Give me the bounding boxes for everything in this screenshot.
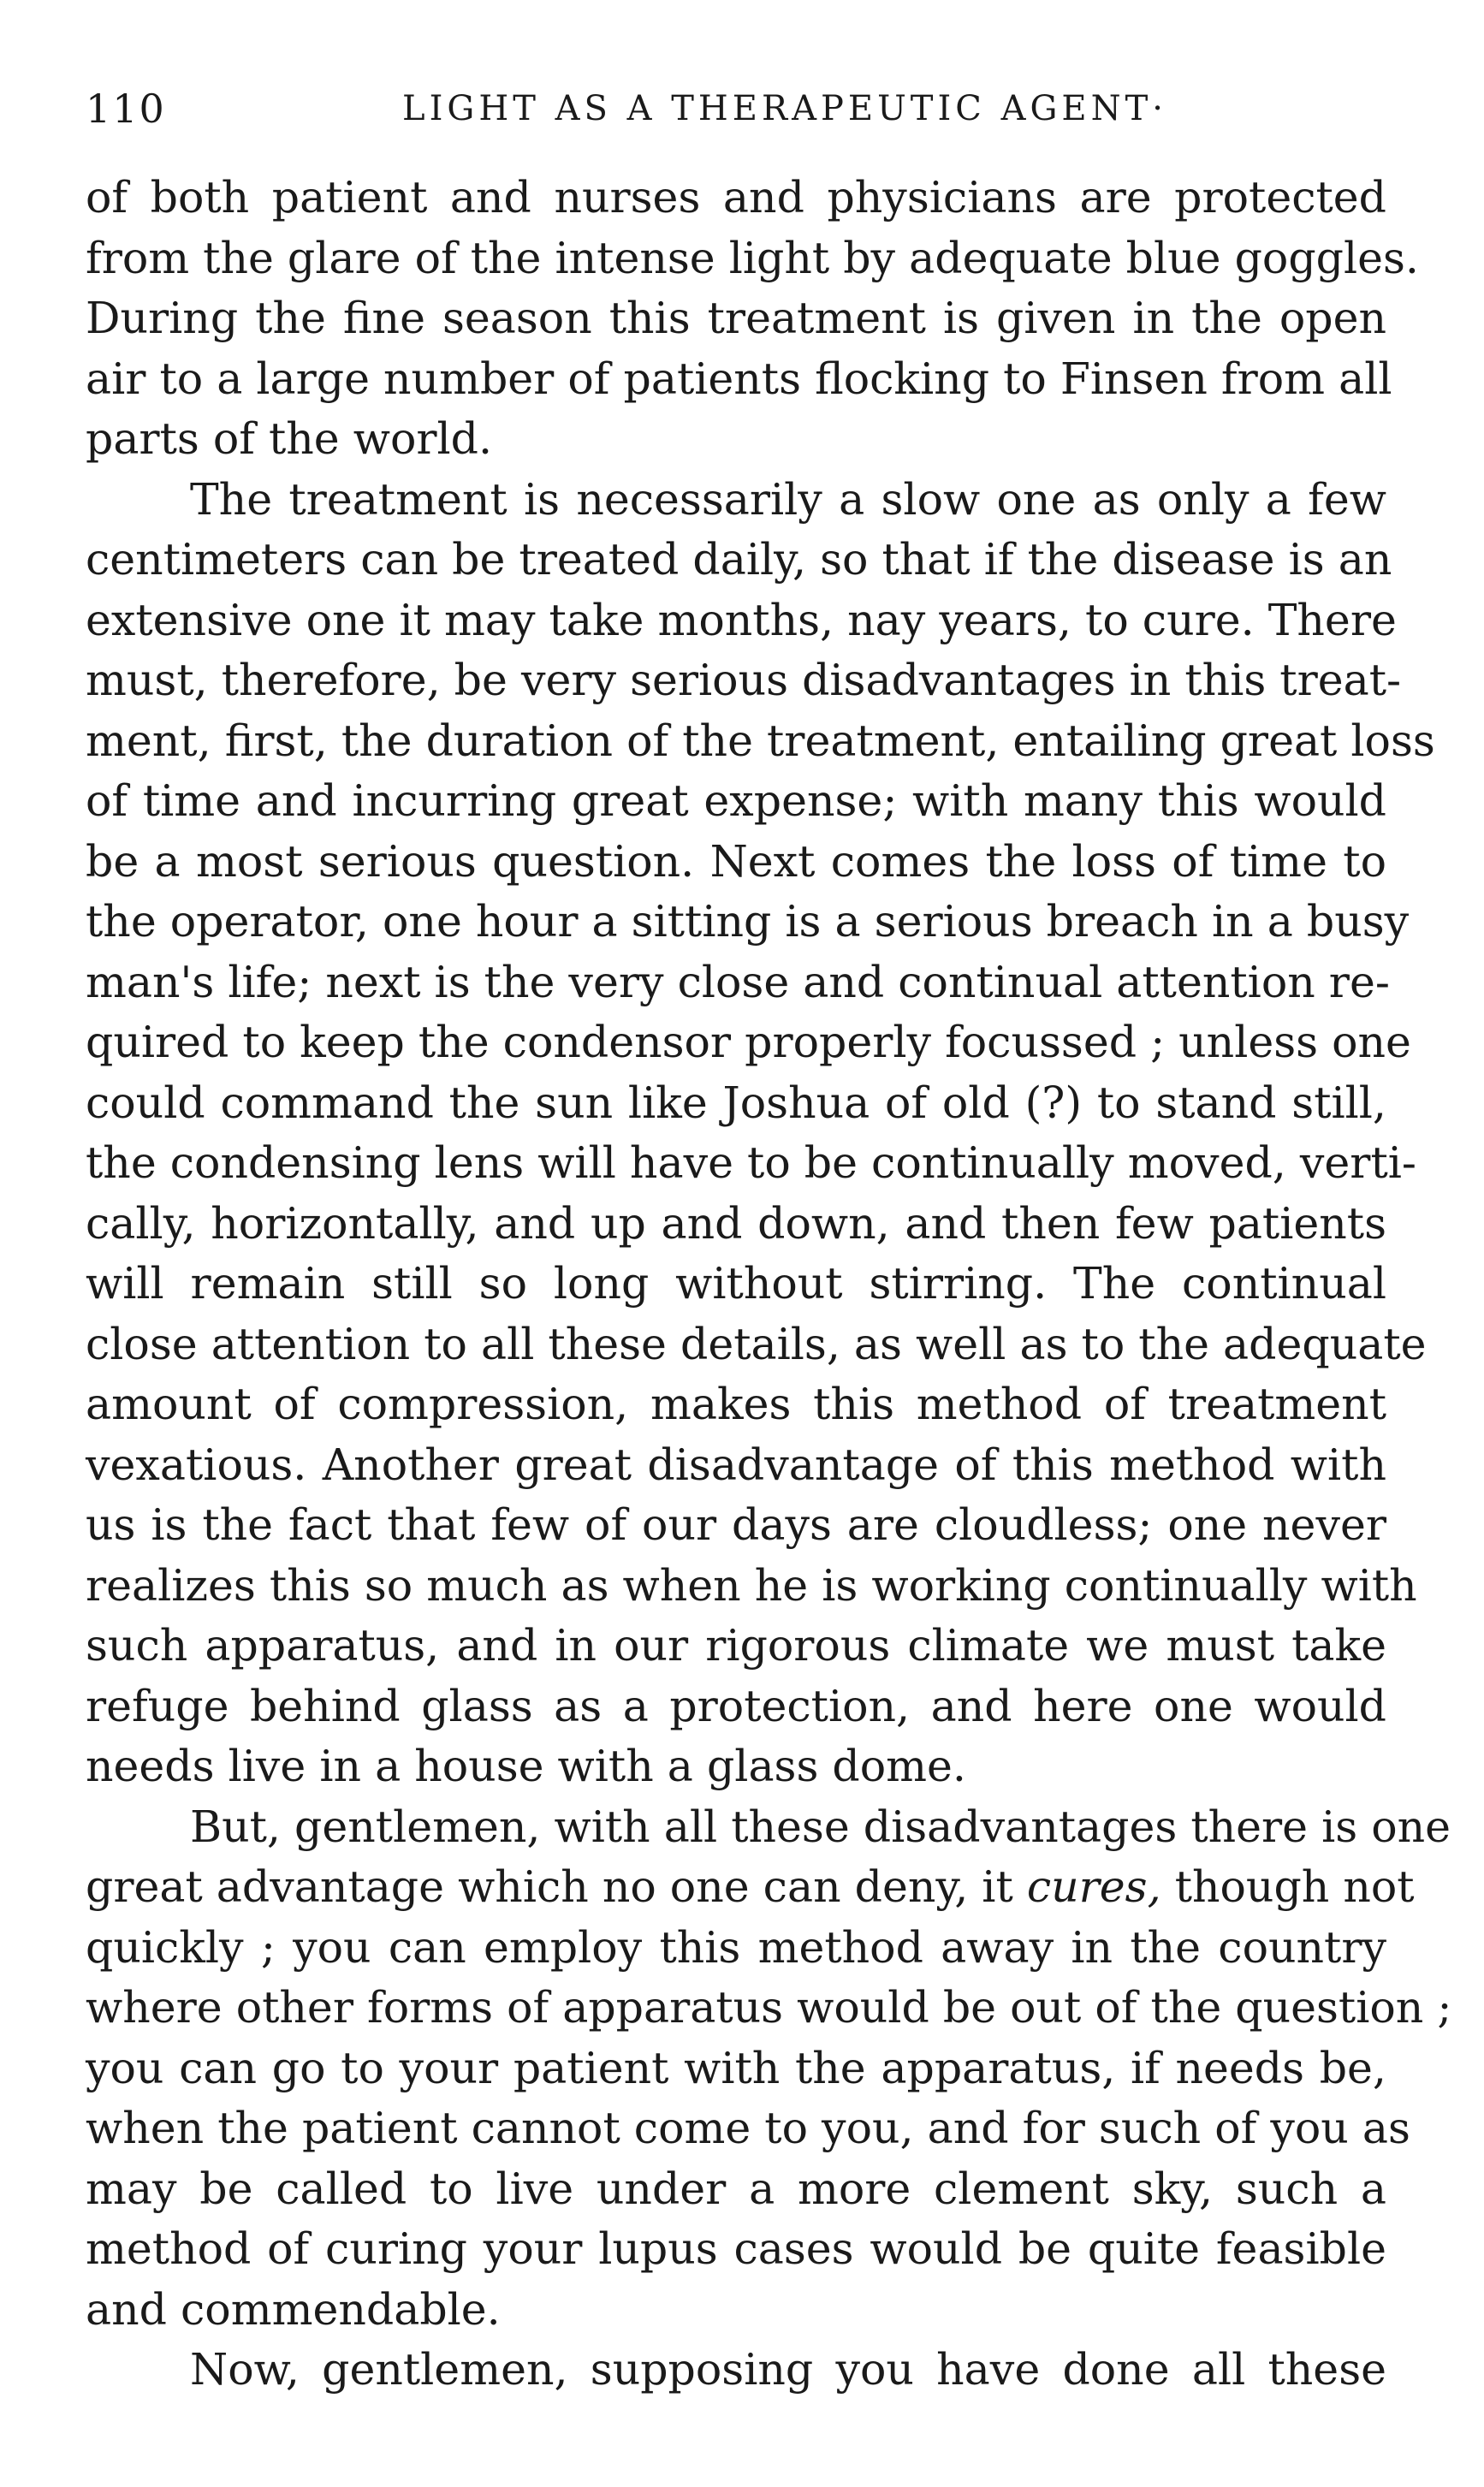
page-header — [86, 86, 1395, 137]
text-line: could command the sun like Joshua of old (?) to stand still, — [86, 1077, 1386, 1128]
text-line: will remain still so long without stirring. The continual — [86, 1258, 1386, 1309]
text-line: where other forms of apparatus would be out of the question ; — [86, 1982, 1452, 2033]
body-text — [86, 168, 1452, 2401]
text-line: extensive one it may take months, nay years, to cure. There — [86, 594, 1397, 645]
text-line: The treatment is necessarily a slow one as only a few — [190, 473, 1386, 525]
text-line: vexatious. Another great disadvantage of this method with — [86, 1439, 1386, 1490]
text-line: quickly ; you can employ this method away in the country — [86, 1921, 1386, 1973]
text-run: though not — [1174, 1861, 1415, 1912]
text-line: may be called to live under a more clement sky, such a — [86, 2163, 1386, 2214]
text-line: needs live in a house with a glass dome. — [86, 1741, 966, 1791]
text-line: the operator, one hour a sitting is a serious breach in a busy — [86, 896, 1410, 947]
text-line: of both patient and nurses and physicians are protected — [86, 172, 1386, 223]
page-number: 110 — [86, 86, 166, 132]
text-line: method of curing your lupus cases would be quite feasible — [86, 2223, 1386, 2274]
text-line: But, gentlemen, with all these disadvantages there is one — [190, 1801, 1451, 1852]
text-line: the condensing lens will have to be continually moved, verti- — [86, 1137, 1416, 1188]
text-line: be a most serious question. Next comes the loss of time to — [86, 835, 1386, 887]
text-line: amount of compression, makes this method of treatment — [86, 1379, 1386, 1429]
text-line: close attention to all these details, as well as to the adequate — [86, 1318, 1427, 1369]
text-line: realizes this so much as when he is working continually with — [86, 1559, 1417, 1611]
text-line: cally, horizontally, and up and down, and then few patients — [86, 1197, 1386, 1249]
text-line: us is the fact that few of our days are cloudless; one never — [86, 1499, 1386, 1550]
emphasis-text: cures, — [1026, 1861, 1161, 1912]
text-line: and commendable. — [86, 2283, 501, 2335]
text-line: Now, gentlemen, supposing you have done all these — [190, 2344, 1386, 2395]
text-line: refuge behind glass as a protection, and here one would — [86, 1680, 1386, 1731]
text-line: parts of the world. — [86, 413, 493, 464]
text-run: great advantage which no one can deny, it — [86, 1861, 1013, 1912]
text-line: must, therefore, be very serious disadvantages in this treat- — [86, 655, 1402, 705]
text-line: you can go to your patient with the apparatus, if needs be, — [86, 2042, 1386, 2093]
text-line: During the fine season this treatment is given in the open — [86, 293, 1386, 343]
text-line: man's life; next is the very close and continual attention re- — [86, 956, 1390, 1007]
text-line: when the patient cannot come to you, and for such of you as — [86, 2103, 1410, 2153]
text-line: from the glare of the intense light by adequate blue goggles. — [86, 232, 1419, 283]
text-line: ment, first, the duration of the treatment, entailing great loss — [86, 715, 1435, 766]
text-line: centimeters can be treated daily, so that if the disease is an — [86, 534, 1392, 585]
text-line: quired to keep the condensor properly focussed ; unless one — [86, 1017, 1411, 1067]
text-line: of time and incurring great expense; with many this would — [86, 775, 1386, 826]
text-line-mixed — [86, 1857, 1415, 1918]
running-head: LIGHT AS A THERAPEUTIC AGENT· — [402, 89, 1168, 128]
text-line: such apparatus, and in our rigorous climate we must take — [86, 1620, 1386, 1671]
text-line: air to a large number of patients flocking to Finsen from all — [86, 353, 1392, 404]
